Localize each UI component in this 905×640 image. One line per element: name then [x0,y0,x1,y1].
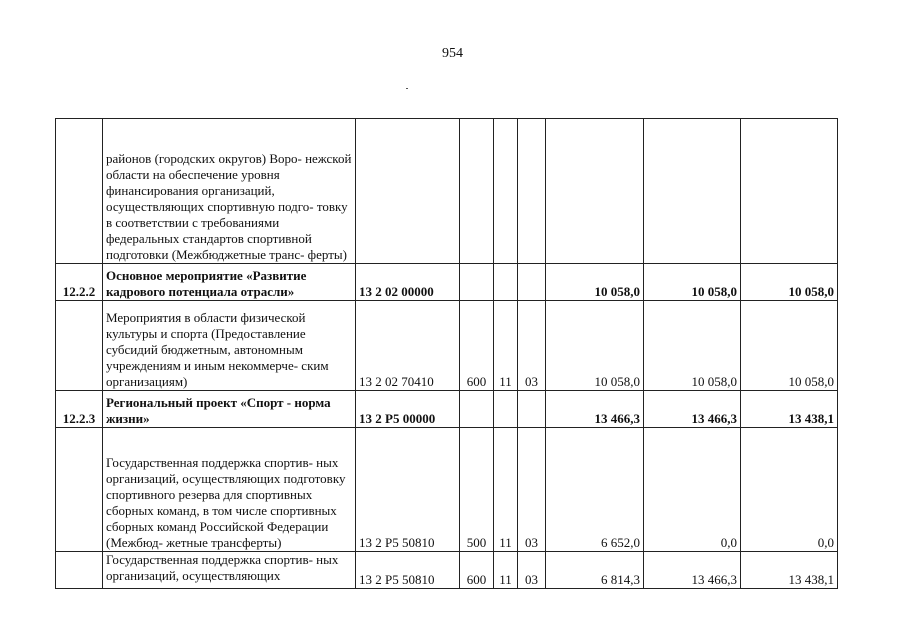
expense-group: 500 [460,428,494,552]
target-code: 13 2 02 70410 [356,301,460,391]
section: 11 [494,301,518,391]
subsection: 03 [518,428,546,552]
expense-group: 600 [460,301,494,391]
subsection [518,119,546,264]
row-name: районов (городских округов) Воро- нежской области на обеспечение уровня финансирования организаций, осуществляющих спортивную подго- товку в соответствии с требованиями федеральных стандартов спортивной подготовки (Межбюджетные транс- ферты) [103,119,356,264]
amount-2: 0,0 [644,428,741,552]
section [494,119,518,264]
expense-group [460,264,494,301]
amount-3: 13 438,1 [741,391,838,428]
table-row [56,264,838,301]
budget-table [55,118,838,589]
amount-1: 10 058,0 [546,301,644,391]
target-code: 13 2 P5 50810 [356,552,460,589]
amount-2 [644,119,741,264]
table-row [56,428,838,552]
subsection [518,391,546,428]
row-name: Государственная поддержка спортив- ных организаций, осуществляющих [103,552,356,589]
target-code: 13 2 P5 00000 [356,391,460,428]
amount-2: 13 466,3 [644,391,741,428]
amount-1: 6 814,3 [546,552,644,589]
row-number [56,301,103,391]
amount-1: 10 058,0 [546,264,644,301]
subsection [518,264,546,301]
section: 11 [494,552,518,589]
section: 11 [494,428,518,552]
amount-3: 0,0 [741,428,838,552]
amount-3: 13 438,1 [741,552,838,589]
row-name: Государственная поддержка спортив- ных организаций, осуществляющих подготовку спортивного резерва для спортивных сборных команд, в том числе спортивных сборных команд Российской Федерации (Межбюд- жетные трансферты) [103,428,356,552]
section [494,391,518,428]
amount-2: 10 058,0 [644,301,741,391]
scan-speck [406,88,408,89]
expense-group [460,391,494,428]
section [494,264,518,301]
amount-3: 10 058,0 [741,264,838,301]
amount-3 [741,119,838,264]
target-code [356,119,460,264]
table-row [56,391,838,428]
amount-3: 10 058,0 [741,301,838,391]
row-number: 12.2.3 [56,391,103,428]
row-number: 12.2.2 [56,264,103,301]
amount-2: 10 058,0 [644,264,741,301]
row-number [56,552,103,589]
table-row [56,552,838,589]
row-name: Основное мероприятие «Развитие кадрового потенциала отрасли» [103,264,356,301]
row-number [56,119,103,264]
table-row [56,119,838,264]
row-name: Мероприятия в области физической культуры и спорта (Предоставление субсидий бюджетным, автономным учреждениям и иным некоммерче- ским организациям) [103,301,356,391]
amount-2: 13 466,3 [644,552,741,589]
page-number: 954 [442,46,463,61]
target-code: 13 2 02 00000 [356,264,460,301]
row-number [56,428,103,552]
subsection: 03 [518,301,546,391]
expense-group [460,119,494,264]
expense-group: 600 [460,552,494,589]
row-name: Региональный проект «Спорт - норма жизни» [103,391,356,428]
subsection: 03 [518,552,546,589]
amount-1: 6 652,0 [546,428,644,552]
table-row [56,301,838,391]
amount-1 [546,119,644,264]
amount-1: 13 466,3 [546,391,644,428]
target-code: 13 2 P5 50810 [356,428,460,552]
